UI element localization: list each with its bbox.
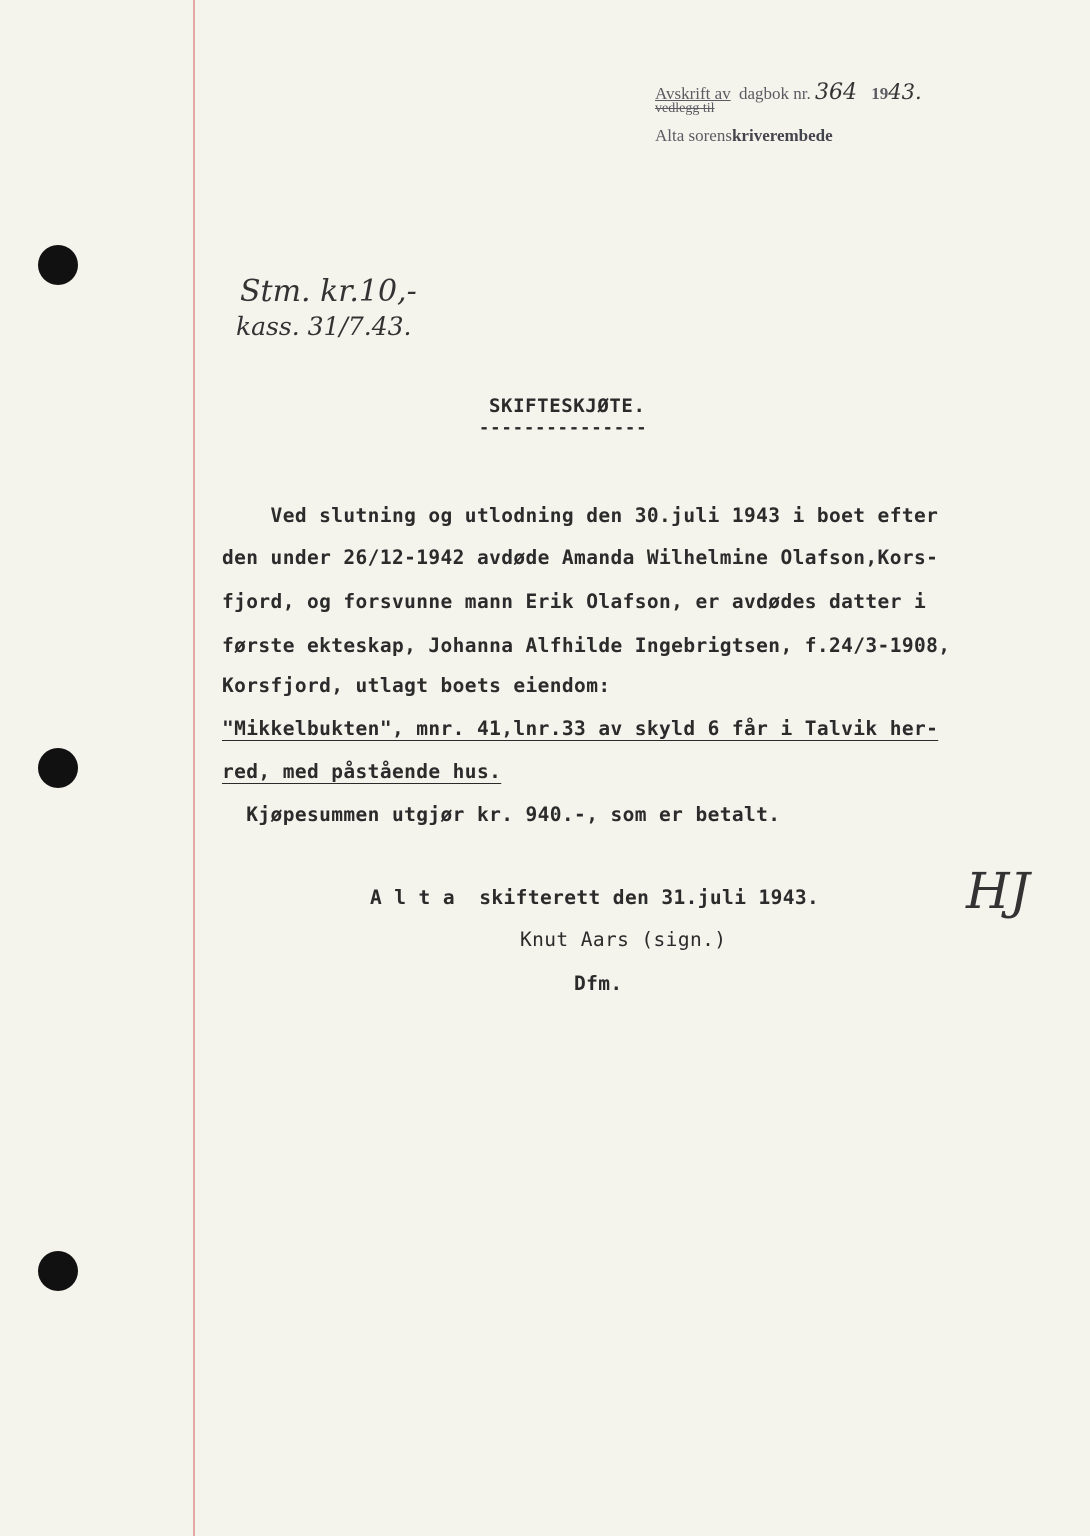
margin-note-cashier: kass. 31/7.43. [236, 312, 412, 341]
body-line-2: den under 26/12-1942 avdøde Amanda Wilhelmine Olafson,Kors- [222, 546, 939, 569]
header-stamp-line1 [655, 80, 922, 116]
margin-note-stamp-duty: Stm. kr.10,- [240, 274, 417, 309]
handwritten-initials: HJ [966, 862, 1030, 920]
place-date-line: A l t a skifterett den 31.juli 1943. [370, 886, 820, 909]
header-journal-label: dagbok nr. [738, 84, 811, 103]
header-year-suffix: 43. [888, 80, 922, 104]
document-title: SKIFTESKJØTE. [489, 395, 646, 417]
header-stamp-line2 [655, 126, 833, 146]
body-line-4: første ekteskap, Johanna Alfhilde Ingebrigtsen, f.24/3-1908, [222, 634, 951, 657]
header-office-bold: kriverembede [731, 126, 833, 145]
body-line-1: Ved slutning og utlodning den 30.juli 1943 i boet efter [222, 504, 939, 527]
header-office-normal: Alta sorens [655, 126, 732, 145]
header-year-prefix: 19 [871, 84, 889, 103]
price-line: Kjøpesummen utgjør kr. 940.-, som er betalt. [222, 803, 781, 826]
property-line-1: "Mikkelbukten", mnr. 41,lnr.33 av skyld 6 får i Talvik her- [222, 717, 939, 740]
property-line-2: red, med påstående hus. [222, 760, 502, 783]
body-line-5: Korsfjord, utlagt boets eiendom: [222, 674, 611, 697]
journal-number: 364 [814, 80, 857, 105]
header-copy-label: Avskrift av [655, 84, 731, 103]
dfm-line: Dfm. [574, 972, 623, 995]
punch-hole [38, 748, 78, 788]
header-struck-label: vedlegg til [655, 101, 715, 116]
margin-rule [193, 0, 195, 1536]
title-underline: --------------- [479, 418, 648, 438]
signer-line: Knut Aars (sign.) [520, 928, 727, 951]
punch-hole [38, 245, 78, 285]
punch-hole [38, 1251, 78, 1291]
body-line-3: fjord, og forsvunne mann Erik Olafson, er avdødes datter i [222, 590, 927, 613]
